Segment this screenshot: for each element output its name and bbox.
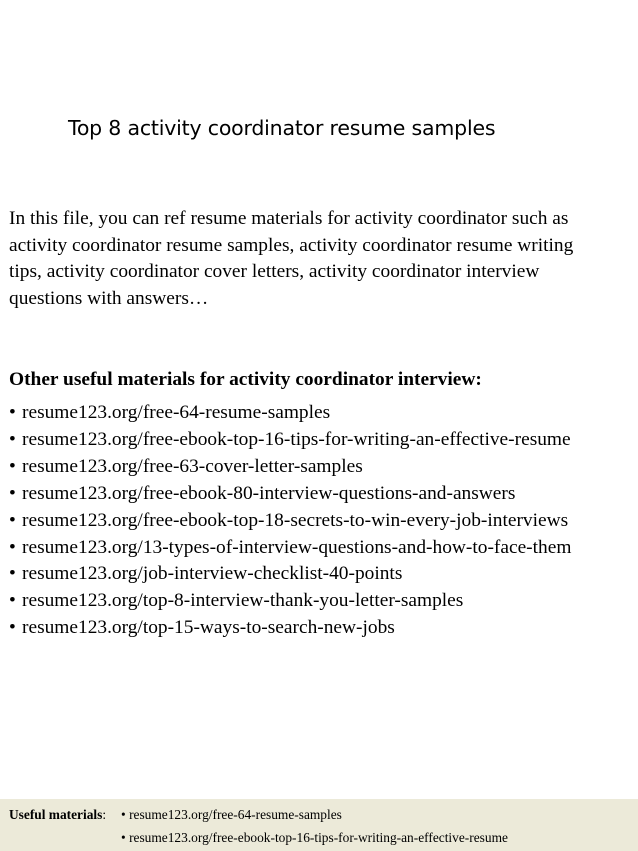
intro-line: In this file, you can ref resume materials for activity coordinator such as <box>9 208 569 229</box>
footer-bar <box>0 799 638 851</box>
material-link[interactable]: resume123.org/13-types-of-interview-questions-and-how-to-face-them <box>22 536 572 558</box>
list-item <box>9 588 637 615</box>
list-item <box>9 615 637 642</box>
footer-item <box>121 830 508 846</box>
material-link[interactable]: resume123.org/job-interview-checklist-40-points <box>22 563 403 585</box>
intro-paragraph <box>9 206 633 312</box>
intro-line: tips, activity coordinator cover letters, activity coordinator interview <box>9 261 540 283</box>
footer-label <box>9 807 106 823</box>
footer-item <box>121 807 342 823</box>
material-link[interactable]: resume123.org/free-ebook-80-interview-questions-and-answers <box>22 482 516 504</box>
section-heading: Other useful materials for activity coordinator interview: <box>9 369 482 390</box>
bullet-icon: • <box>9 590 16 612</box>
intro-line: activity coordinator resume samples, activity coordinator resume writing <box>9 234 574 256</box>
intro-line: questions with answers… <box>9 287 209 309</box>
footer-colon: : <box>102 807 107 822</box>
bullet-icon: • <box>9 482 16 504</box>
list-item <box>9 508 637 535</box>
material-link[interactable]: resume123.org/top-15-ways-to-search-new-jobs <box>22 617 395 639</box>
bullet-icon: • <box>9 563 16 585</box>
list-item <box>9 400 637 427</box>
bullet-icon: • <box>121 807 126 822</box>
footer-link[interactable]: resume123.org/free-ebook-top-16-tips-for-writing-an-effective-resume <box>129 830 508 845</box>
bullet-icon: • <box>121 830 126 845</box>
bullet-icon: • <box>9 402 16 423</box>
material-link[interactable]: resume123.org/free-64-resume-samples <box>22 402 331 423</box>
footer-label-text: Useful materials <box>9 807 103 822</box>
footer-link[interactable]: resume123.org/free-64-resume-samples <box>129 807 342 822</box>
list-item <box>9 481 637 508</box>
bullet-icon: • <box>9 536 16 558</box>
list-item <box>9 535 637 562</box>
material-link[interactable]: resume123.org/free-63-cover-letter-samples <box>22 455 363 477</box>
bullet-icon: • <box>9 428 16 450</box>
bullet-icon: • <box>9 455 16 477</box>
list-item <box>9 561 637 588</box>
page-title: Top 8 activity coordinator resume samples <box>68 116 496 140</box>
list-item <box>9 454 637 481</box>
material-link[interactable]: resume123.org/free-ebook-top-18-secrets-to-win-every-job-interviews <box>22 509 569 531</box>
materials-list <box>9 400 637 642</box>
material-link[interactable]: resume123.org/top-8-interview-thank-you-letter-samples <box>22 590 464 612</box>
list-item <box>9 427 637 454</box>
bullet-icon: • <box>9 509 16 531</box>
bullet-icon: • <box>9 617 16 639</box>
material-link[interactable]: resume123.org/free-ebook-top-16-tips-for-writing-an-effective-resume <box>22 428 571 450</box>
